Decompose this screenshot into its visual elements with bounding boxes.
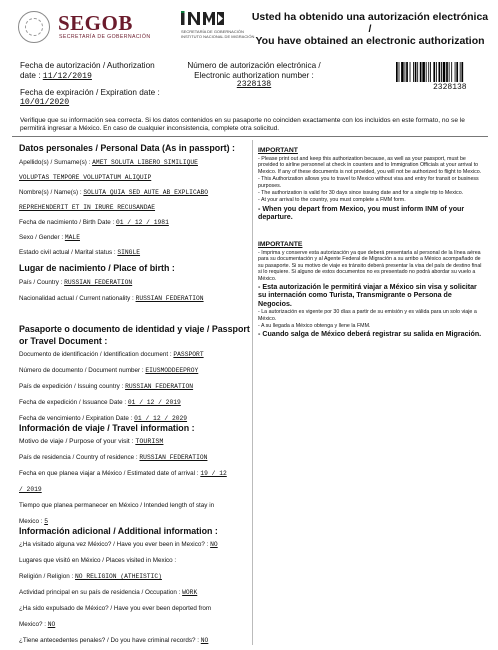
segob-logo-text: SEGOB [58, 11, 133, 35]
column-divider [252, 140, 253, 645]
important-en-title: IMPORTANT [258, 147, 298, 154]
segob-logo-subtitle: SECRETARÍA DE GOBERNACIÓN [59, 34, 151, 40]
birth-country-row [19, 279, 251, 287]
barcode-bar [396, 62, 398, 82]
criminal-value: NO [200, 637, 209, 644]
document-number-value: EIUSMODDEEPROY [145, 367, 199, 374]
sex-label: Sexo / Gender : [19, 234, 64, 241]
barcode-bar [441, 62, 442, 82]
arrival-row-2 [19, 486, 251, 494]
document-title-es: Usted ha obtenido una autorización electrónica / [251, 11, 489, 35]
personal-data-title: Datos personales / Personal Data (As in passport) : [19, 143, 236, 153]
important-es-p5: - Cuando salga de México deberá registrar su salida en Migración. [258, 330, 482, 339]
personal-data-section [19, 142, 251, 257]
sex-value: MALE [64, 234, 80, 241]
document-title [250, 11, 490, 47]
nationality-label: Nacionalidad actual / Current nationality : [19, 295, 134, 302]
barcode-bar [430, 62, 431, 82]
travel-info-section [19, 422, 251, 526]
issuing-country-label: País de expedición / Issuing country : [19, 383, 124, 390]
birth-country-value: RUSSIAN FEDERATION [64, 279, 133, 286]
deported-value: NO [47, 621, 56, 628]
barcode-bar [428, 62, 429, 82]
barcode-bar [422, 62, 425, 82]
issuance-date-value: 01 / 12 / 2019 [127, 399, 181, 406]
occupation-label: Actividad principal en su país de residencia / Occupation : [19, 589, 181, 596]
id-document-value: PASSPORT [173, 351, 204, 358]
important-es-section [258, 241, 486, 339]
document-number-label: Número de documento / Document number : [19, 367, 144, 374]
marital-value: SINGLE [117, 249, 141, 256]
expiration-date [20, 88, 160, 107]
arrival-label: Fecha en que planea viajar a México / Estimated date of arrival : [19, 470, 199, 477]
verification-notice: Verifique que su información sea correcta. Si los datos contenidos en su pasaporte no coinciden exactamente con los incluidos en este formato, no se le permitirá ingresar a México. En caso de cualquier inconsistencia, complete otra solicitud. [20, 117, 465, 132]
barcode-bar [405, 62, 406, 82]
deported-row-2 [19, 621, 251, 629]
criminal-row [19, 637, 251, 645]
surname-row-2 [19, 174, 251, 182]
important-en-p1: - Please print out and keep this authorization because, as well as your passport, must be provided to airline personnel at check in counters and to Immigration Officials at your arrival to Mexico. If any of these documents is not provided, you will not be authorized to flight to Mexico. [258, 156, 482, 175]
religion-value: NO RELIGION (ATHEISTIC) [75, 573, 162, 580]
barcode-number: 2328138 [433, 83, 467, 92]
purpose-label: Motivo de viaje / Purpose of your visit : [19, 438, 134, 445]
stay-label-2: Mexico : [19, 518, 43, 525]
birth-place-title: Lugar de nacimiento / Place of birth : [19, 263, 175, 273]
barcode-bar [433, 62, 435, 82]
passport-expiration-label: Fecha de vencimiento / Expiration Date : [19, 415, 133, 422]
stay-value: 5 [44, 518, 48, 525]
issuance-date-row [19, 399, 251, 407]
barcode-bar [399, 62, 400, 82]
arrival-row [19, 470, 251, 478]
document-title-en: You have obtained an electronic authorization [255, 35, 485, 47]
name-value: SOLUTA QUIA SED AUTE AB EXPLICABO [83, 189, 209, 196]
important-es-p2: - Esta autorización le permitirá viajar a México sin visa y solicitar su internación como Turista, Transmigrante o Persona de Negocios. [258, 283, 477, 308]
passport-expiration-value: 01 / 12 / 2029 [134, 415, 188, 422]
barcode-bar [436, 62, 437, 82]
barcode-bar [420, 62, 422, 82]
important-en-p5: - When you depart from Mexico, you must inform INM of your departure. [258, 204, 465, 222]
occupation-row [19, 589, 251, 597]
authorization-date-value: 11/12/2019 [42, 71, 92, 81]
visited-label: ¿Ha visitado alguna vez México? / Have you ever been in Mexico? : [19, 541, 209, 548]
important-es-title: IMPORTANTE [258, 241, 303, 248]
expiration-date-label: Fecha de expiración / Expiration date : [20, 88, 160, 97]
travel-info-title: Información de viaje / Travel information : [19, 423, 195, 433]
barcode-bar [446, 62, 448, 82]
places-row [19, 557, 251, 565]
places-label: Lugares que visitó en México / Places visited in Mexico : [19, 557, 177, 564]
criminal-label: ¿Tiene antecedentes penales? / Do you have criminal records? : [19, 637, 200, 644]
important-en-section [258, 147, 486, 222]
purpose-row [19, 438, 251, 446]
birth-country-label: País / Country : [19, 279, 63, 286]
arrival-value: 19 / 12 [200, 470, 227, 477]
additional-info-section [19, 525, 251, 645]
deported-label: ¿Ha sido expulsado de México? / Have you ever been deported from [19, 605, 212, 612]
residence-label: País de residencia / Country of residence : [19, 454, 138, 461]
barcode-bar [413, 62, 414, 82]
barcode-bar [455, 62, 456, 82]
dob-label: Fecha de nacimiento / Birth Date : [19, 219, 115, 226]
surname-row [19, 159, 251, 167]
marital-row [19, 249, 251, 257]
dob-value: 01 / 12 / 1981 [115, 219, 169, 226]
sex-row [19, 234, 251, 242]
inm-logo-subtitle-2: INSTITUTO NACIONAL DE MIGRACIÓN [181, 34, 255, 39]
authorization-date-label-2: date : [20, 70, 41, 80]
inm-logo-subtitle-1: SECRETARÍA DE GOBERNACIÓN [181, 29, 244, 34]
stay-row [19, 502, 251, 510]
marital-label: Estado civil actual / Marital status : [19, 249, 116, 256]
important-en-p3: - The authorization is valid for 30 days since issuing date and for a single trip to Mexico. [258, 190, 464, 197]
barcode-bar [460, 62, 461, 82]
authorization-date [20, 61, 155, 81]
religion-row [19, 573, 251, 581]
barcode-bar [410, 62, 411, 82]
visited-row [19, 541, 251, 549]
expiration-date-value: 10/01/2020 [20, 97, 70, 107]
barcode-bar [439, 62, 441, 82]
important-en-p4: - At your arrival to the country, you must complete a FMM form. [258, 197, 406, 204]
authorization-date-label: Fecha de autorización / Authorization [20, 61, 155, 70]
barcode-bar [449, 62, 450, 82]
visited-value: NO [210, 541, 218, 548]
name-value-2: REPREHENDERIT ET IN IRURE RECUSANDAE [19, 204, 156, 211]
purpose-value: TOURISM [135, 438, 164, 446]
nationality-value: RUSSIAN FEDERATION [135, 295, 204, 302]
issuance-date-label: Fecha de expedición / Issuance Date : [19, 399, 127, 406]
residence-row [19, 454, 251, 462]
passport-section [19, 323, 251, 423]
divider [12, 136, 488, 137]
barcode-bar [406, 62, 408, 82]
religion-label: Religión / Religion : [19, 573, 74, 580]
surname-value: AMET SOLUTA LIBERO SIMILIQUE [92, 159, 198, 166]
important-en-p2: - This Authorization allows you to travel to Mexico without visa and entry for transit or business purposes. [258, 176, 479, 189]
birth-place-section [19, 262, 251, 303]
segob-seal-logo [18, 11, 50, 43]
inm-logo [181, 11, 225, 26]
id-document-row [19, 351, 251, 359]
authorization-number-label-2: Electronic authorization number : [194, 70, 314, 80]
surname-value-2: VOLUPTAS TEMPORE VOLUPTATUM ALIQUIP [19, 174, 152, 181]
important-es-p1: - Imprima y conserve esta autorización ya que deberá presentarla al personal de la línea aérea para su documentación y al Agente Federal de Migración a su arribo a México acompañado de su pasaporte. Si su motivo de viaje es tránsito deberá presentar la visa del país de destino final si lo requiere. Si alguno de estos documentos no es presentado no podrá abordar su vuelo a México. [258, 250, 482, 282]
occupation-value: WORK [182, 589, 198, 596]
id-document-label: Documento de identificación / Identification document : [19, 351, 172, 358]
deported-row [19, 605, 251, 613]
issuing-country-value: RUSSIAN FEDERATION [125, 383, 194, 390]
important-es-p3: - La autorización es vigente por 30 días a partir de su emisión y es válida para un solo viaje a México. [258, 309, 477, 322]
authorization-number-label: Número de autorización electrónica / [187, 61, 321, 70]
barcode-bar [417, 62, 418, 82]
nationality-row [19, 295, 251, 303]
surname-label: Apellido(s) / Surname(s) : [19, 159, 91, 166]
barcode-bar [443, 62, 446, 82]
stay-label: Tiempo que planea permanecer en México / Intended length of stay in [19, 502, 215, 509]
passport-title-2: or Travel Document : [19, 336, 108, 346]
name-row-2 [19, 204, 251, 212]
name-label: Nombre(s) / Name(s) : [19, 189, 82, 196]
document-number-row [19, 367, 251, 375]
barcode [396, 62, 480, 82]
authorization-number [179, 61, 329, 90]
important-es-p4: - A su llegada a México obtenga y llene la FMM. [258, 323, 371, 330]
barcode-bar [451, 62, 452, 82]
arrival-value-2: / 2019 [19, 486, 42, 493]
barcode-bar [415, 62, 417, 82]
dob-row [19, 219, 251, 227]
issuing-country-row [19, 383, 251, 391]
passport-title: Pasaporte o documento de identidad y viaje / Passport [19, 324, 250, 334]
barcode-bar [426, 62, 427, 82]
barcode-bar [461, 62, 463, 82]
barcode-bar [401, 62, 404, 82]
barcode-bar [456, 62, 458, 82]
deported-label-2: Mexico? : [19, 621, 46, 628]
residence-value: RUSSIAN FEDERATION [139, 454, 208, 461]
name-row [19, 189, 251, 197]
additional-info-title: Información adicional / Additional information : [19, 526, 218, 536]
authorization-number-value: 2328138 [236, 80, 272, 89]
